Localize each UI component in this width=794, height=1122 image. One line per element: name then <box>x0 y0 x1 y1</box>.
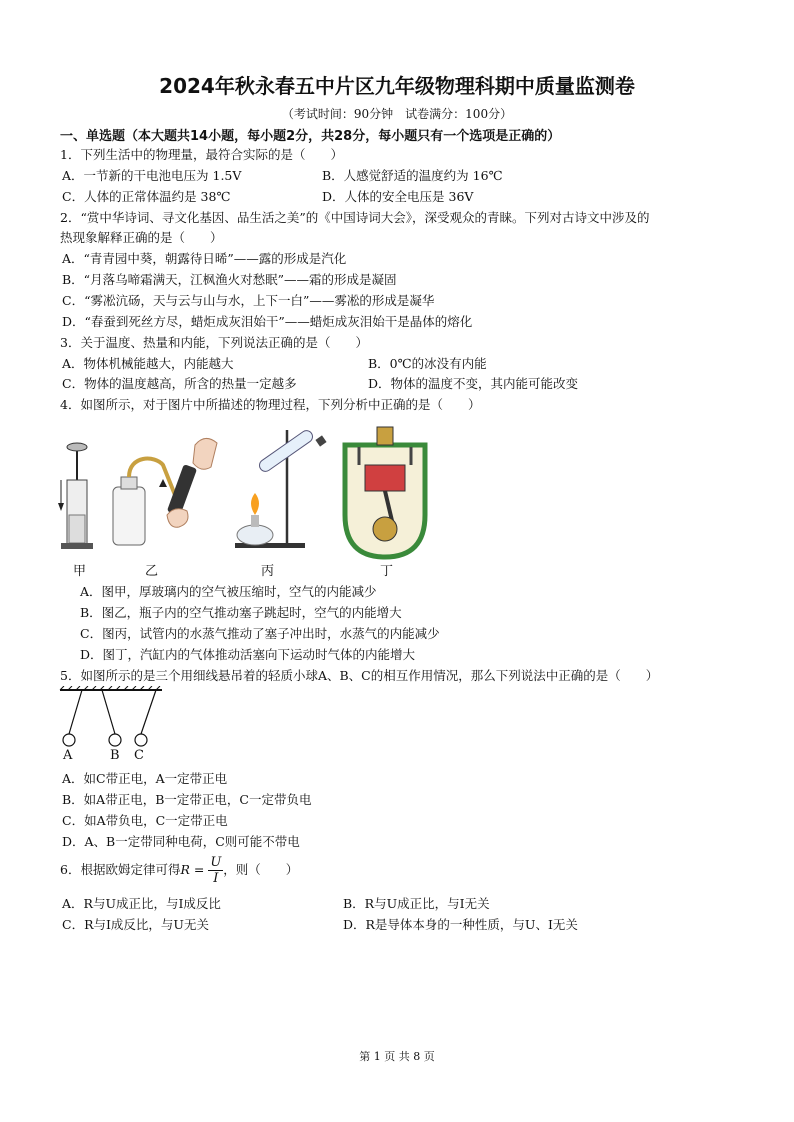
section-heading: 一、单选题（本大题共14小题，每小题2分，共28分，每小题只有一个选项是正确的） <box>60 129 561 144</box>
q3-stem: 3．关于温度、热量和内能，下列说法正确的是（ ） <box>60 335 368 350</box>
q1-stem: 1．下列生活中的物理量，最符合实际的是（ ） <box>60 147 343 162</box>
q5-ball-label-c: C <box>134 748 144 763</box>
q6-stem-prefix: 6．根据欧姆定律可得 <box>60 862 181 877</box>
q6-stem <box>60 855 298 886</box>
figure-bing-test-tube-lamp <box>235 428 327 548</box>
q5-option-b: B．如A带正电，B一定带正电，C一定带负电 <box>62 792 312 807</box>
q6-option-b: B．R与U成正比，与I无关 <box>343 896 490 911</box>
q6-option-d: D．R是导体本身的一种性质，与U、I无关 <box>343 917 578 932</box>
q6-formula-lhs: R <box>180 862 190 877</box>
q1-option-c: C．人体的正常体温约是 38℃ <box>62 189 231 204</box>
q6-option-a: A．R与U成正比，与I成反比 <box>62 896 221 911</box>
q4-stem: 4．如图所示，对于图片中所描述的物理过程，下列分析中正确的是（ ） <box>60 397 481 412</box>
q4-label-ding: 丁 <box>380 564 394 579</box>
q6-formula-numerator: U <box>210 855 222 870</box>
q4-option-d: D．图丁，汽缸内的气体推动活塞向下运动时气体的内能增大 <box>80 647 416 662</box>
q4-label-bing: 丙 <box>261 564 275 579</box>
q2-option-d: D．“春蚕到死丝方尽，蜡炬成灰泪始干”——蜡炬成灰泪始干是晶体的熔化 <box>62 314 473 329</box>
q2-stem-line1: 2．“赏中华诗词、寻文化基因、品生活之美”的《中国诗词大会》，深受观众的青睐。下列对古诗文中涉及的 <box>60 210 650 225</box>
q5-ball-label-a: A <box>63 748 73 763</box>
q6-formula-equals: = <box>189 862 209 877</box>
q1-option-d: D．人体的安全电压是 36V <box>322 189 474 204</box>
exam-subtitle: （考试时间：90分钟 试卷满分：100分） <box>281 107 513 121</box>
q2-stem-line2: 热现象解释正确的是（ ） <box>60 230 223 245</box>
figure-yi-bottle-pump <box>113 438 217 545</box>
q3-option-a: A．物体机械能越大，内能越大 <box>62 356 234 371</box>
exam-title: 2024年秋永春五中片区九年级物理科期中质量监测卷 <box>159 74 635 98</box>
page-footer: 第 1 页 共 8 页 <box>359 1050 435 1063</box>
q5-option-d: D．A、B一定带同种电荷，C则可能不带电 <box>62 834 300 849</box>
q4-label-yi: 乙 <box>145 564 159 579</box>
q2-option-c: C．“雾凇沆砀，天与云与山与水，上下一白”——雾凇的形成是凝华 <box>62 293 435 308</box>
q4-option-c: C．图丙，试管内的水蒸气推动了塞子冲出时，水蒸气的内能减少 <box>80 626 440 641</box>
q5-ball-label-b: B <box>110 748 120 763</box>
q4-label-jia: 甲 <box>73 564 87 579</box>
q2-option-b: B．“月落乌啼霜满天，江枫渔火对愁眠”——霜的形成是凝固 <box>62 272 397 287</box>
q4-option-a: A．图甲，厚玻璃内的空气被压缩时，空气的内能减少 <box>80 584 377 599</box>
q3-option-b: B．0℃的冰没有内能 <box>368 356 487 371</box>
q4-figure <box>55 425 455 573</box>
figure-ding-engine-cylinder <box>345 427 425 557</box>
q2-option-a: A．“青青园中葵，朝露待日晞”——露的形成是汽化 <box>62 251 347 266</box>
q6-formula-denominator: I <box>213 871 219 886</box>
q6-stem-suffix: ，则（ ） <box>223 862 299 877</box>
q5-stem: 5．如图所示的是三个用细线悬吊着的轻质小球A、B、C的相互作用情况，那么下列说法中正确的是（ ） <box>60 668 659 683</box>
q1-option-a: A．一节新的干电池电压为 1.5V <box>62 168 242 183</box>
q3-option-c: C．物体的温度越高，所含的热量一定越多 <box>62 376 297 391</box>
q6-formula-fraction <box>208 855 223 886</box>
q5-option-c: C．如A带负电，C一定带正电 <box>62 813 228 828</box>
figure-jia-compression-cylinder <box>58 443 93 549</box>
q3-option-d: D．物体的温度不变，其内能可能改变 <box>368 376 579 391</box>
q5-option-a: A．如C带正电，A一定带正电 <box>62 771 228 786</box>
q4-option-b: B．图乙，瓶子内的空气推动塞子跳起时，空气的内能增大 <box>80 605 402 620</box>
q1-option-b: B．人感觉舒适的温度约为 16℃ <box>322 168 503 183</box>
q6-option-c: C．R与I成反比，与U无关 <box>62 917 209 932</box>
q5-figure-pith-balls <box>58 686 168 750</box>
